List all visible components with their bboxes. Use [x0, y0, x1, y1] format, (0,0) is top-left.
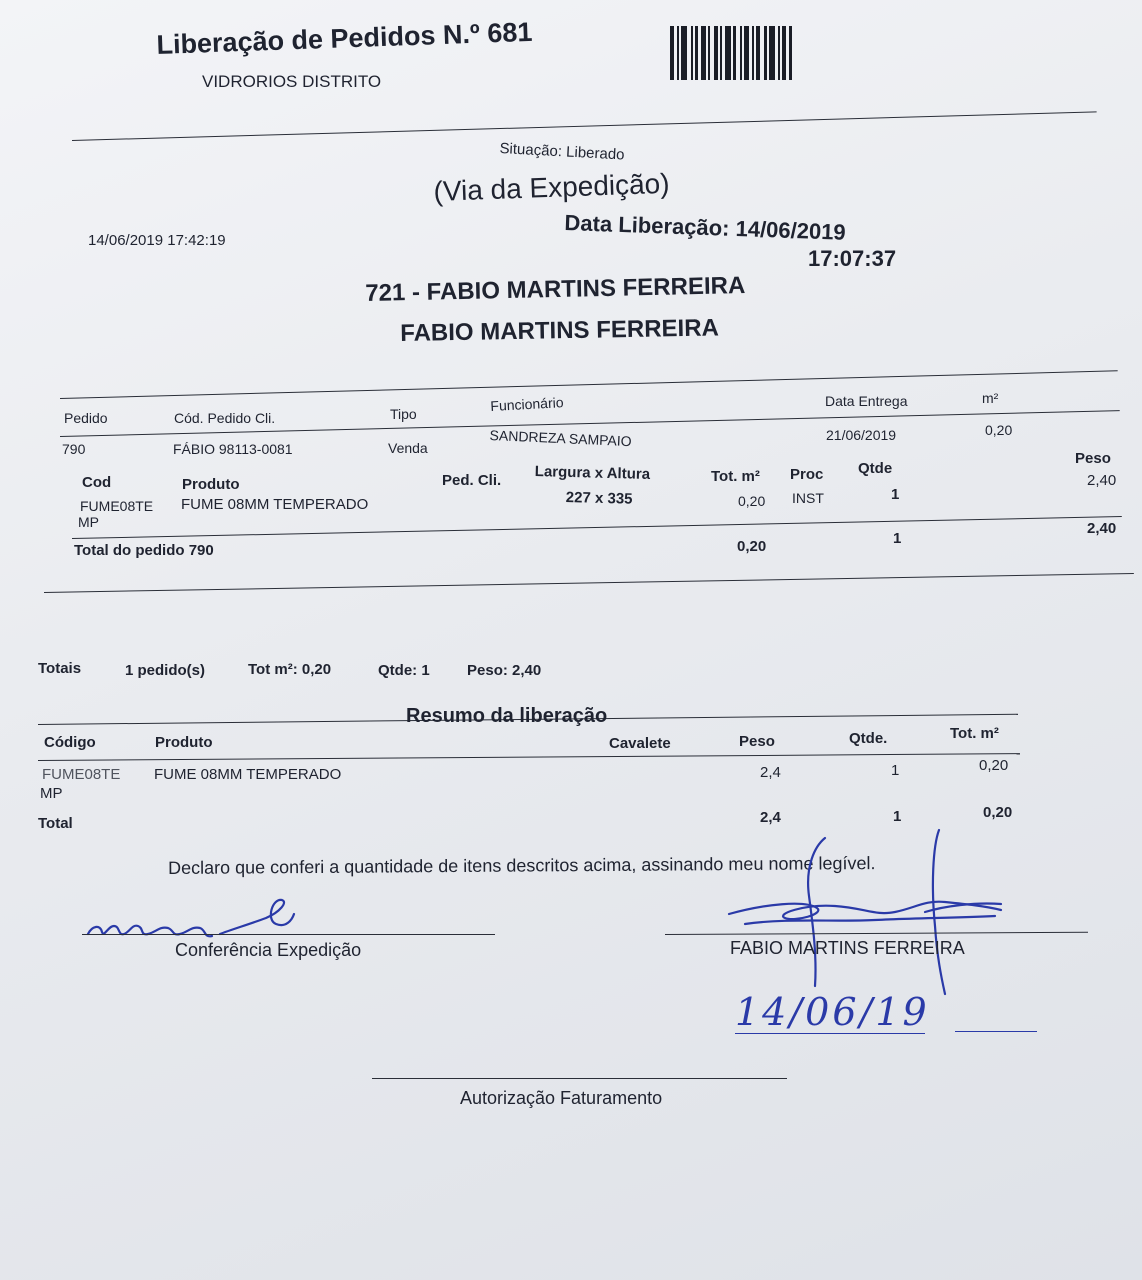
- header-divider: [72, 111, 1097, 141]
- resumo-produto-value: FUME 08MM TEMPERADO: [154, 766, 342, 783]
- item-total-rule: [72, 516, 1122, 539]
- handwritten-date: 14/06/19: [735, 990, 930, 1034]
- status-situacao: Situação: Liberado: [499, 140, 625, 164]
- item-largura-altura-header: Largura x Altura: [534, 463, 651, 484]
- totais-tot-m2: Tot m²: 0,20: [248, 661, 332, 678]
- item-qtde-header: Qtde: [858, 460, 893, 477]
- resumo-produto-header: Produto: [155, 734, 213, 751]
- item-peso-value: 2,40: [1087, 472, 1117, 489]
- resumo-codigo-value-cont: MP: [40, 785, 63, 802]
- release-time: 17:07:37: [808, 246, 897, 271]
- col-cod-pedido-cli-header: Cód. Pedido Cli.: [174, 410, 276, 426]
- order-pedido-value: 790: [62, 441, 86, 457]
- resumo-tot-m2-header: Tot. m²: [950, 725, 999, 742]
- conferencia-signature-line: [82, 934, 495, 935]
- totais-label: Totais: [38, 660, 82, 677]
- col-funcionario-header: Funcionário: [490, 394, 564, 414]
- order-table-top-rule: [60, 370, 1118, 399]
- order-table-bottom-rule: [44, 573, 1134, 593]
- totais-peso: Peso: 2,40: [467, 662, 542, 679]
- order-cod-pedido-cli-value: FÁBIO 98113-0081: [173, 441, 293, 457]
- via-label: (Via da Expedição): [433, 167, 671, 207]
- document-title: Liberação de Pedidos N.º 681: [156, 16, 533, 60]
- item-proc-value: INST: [792, 490, 824, 506]
- col-m2-header: m²: [982, 390, 999, 406]
- client-name: FABIO MARTINS FERREIRA: [400, 314, 720, 347]
- resumo-codigo-value: FUME08TE: [42, 766, 121, 783]
- item-cod-value-cont: MP: [78, 514, 99, 530]
- totais-pedidos: 1 pedido(s): [125, 662, 206, 679]
- declaration-text: Declaro que conferi a quantidade de itens descritos acima, assinando meu nome legível.: [168, 853, 876, 878]
- order-total-qtde: 1: [893, 530, 902, 547]
- item-peso-header: Peso: [1075, 450, 1111, 467]
- handwritten-date-underline-2: [955, 1031, 1037, 1032]
- item-tot-m2-value: 0,20: [738, 493, 766, 509]
- item-qtde-value: 1: [891, 486, 900, 503]
- resumo-tot-m2-value: 0,20: [979, 757, 1009, 774]
- item-cod-header: Cod: [82, 474, 112, 491]
- resumo-title: Resumo da liberação: [406, 705, 608, 727]
- item-cod-value: FUME08TE: [80, 498, 154, 514]
- totais-qtde: Qtde: 1: [378, 662, 430, 679]
- order-data-entrega-value: 21/06/2019: [826, 427, 897, 443]
- order-total-label: Total do pedido 790: [74, 542, 214, 559]
- client-signature-icon: [725, 826, 1025, 996]
- col-pedido-header: Pedido: [64, 410, 108, 426]
- barcode-icon: [670, 26, 826, 80]
- resumo-qtde-header: Qtde.: [849, 730, 888, 747]
- order-total-m2: 0,20: [737, 538, 767, 555]
- resumo-qtde-value: 1: [891, 762, 900, 779]
- client-code-name: 721 - FABIO MARTINS FERREIRA: [365, 272, 746, 307]
- col-data-entrega-header: Data Entrega: [825, 393, 908, 409]
- col-tipo-header: Tipo: [390, 406, 417, 422]
- resumo-header-rule: [38, 753, 1020, 761]
- order-tipo-value: Venda: [388, 440, 428, 456]
- release-date: Data Liberação: 14/06/2019: [564, 210, 847, 245]
- autorizacao-signature-line: [372, 1078, 787, 1079]
- item-proc-header: Proc: [790, 466, 824, 483]
- print-timestamp: 14/06/2019 17:42:19: [88, 232, 226, 249]
- item-ped-cli-header: Ped. Cli.: [442, 472, 502, 489]
- order-total-peso: 2,40: [1087, 520, 1117, 537]
- order-m2-value: 0,20: [985, 422, 1013, 438]
- resumo-peso-value: 2,4: [760, 764, 781, 781]
- client-signature-label: FABIO MARTINS FERREIRA: [730, 938, 965, 958]
- resumo-total-label: Total: [38, 815, 73, 832]
- item-produto-value: FUME 08MM TEMPERADO: [181, 496, 369, 513]
- company-name: VIDRORIOS DISTRITO: [202, 72, 382, 91]
- autorizacao-faturamento-label: Autorização Faturamento: [460, 1088, 663, 1108]
- resumo-total-peso: 2,4: [760, 809, 781, 826]
- resumo-total-tot-m2: 0,20: [983, 804, 1013, 821]
- resumo-peso-header: Peso: [739, 733, 775, 750]
- item-tot-m2-header: Tot. m²: [711, 468, 760, 485]
- handwritten-date-underline-1: [735, 1033, 925, 1034]
- order-funcionario-value: SANDREZA SAMPAIO: [489, 427, 632, 450]
- resumo-total-qtde: 1: [893, 808, 902, 825]
- resumo-cavalete-header: Cavalete: [609, 735, 671, 752]
- conferencia-expedicao-label: Conferência Expedição: [175, 940, 362, 960]
- item-dimensoes-value: 227 x 335: [565, 489, 633, 508]
- resumo-codigo-header: Código: [44, 734, 96, 751]
- item-produto-header: Produto: [182, 476, 240, 493]
